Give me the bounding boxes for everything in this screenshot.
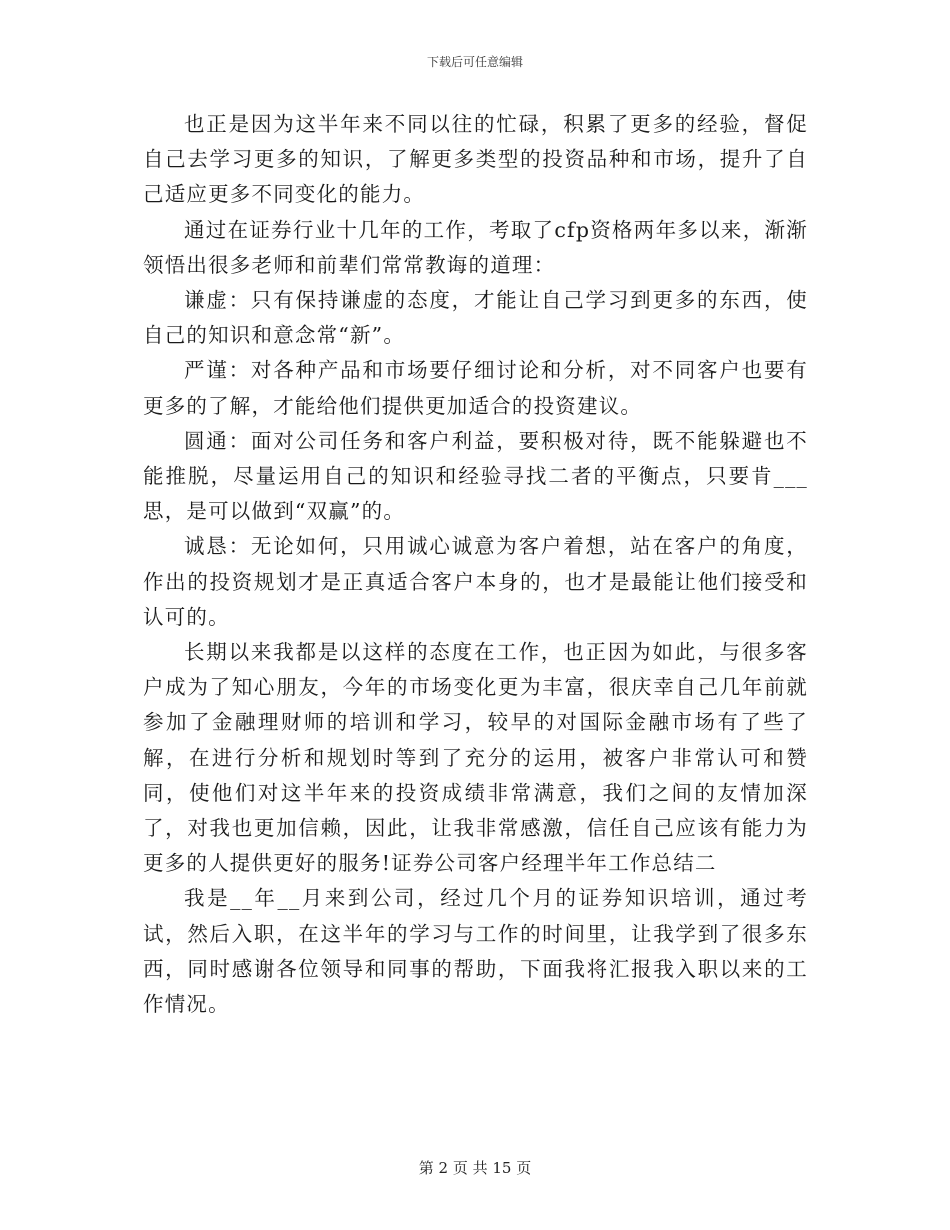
paragraph: 也正是因为这半年来不同以往的忙碌，积累了更多的经验，督促自己去学习更多的知识，了解更多类型的投资品种和市场，提升了自己适应更多不同变化的能力。 bbox=[143, 112, 808, 207]
page-number: 第 2 页 共 15 页 bbox=[418, 1159, 532, 1177]
paragraph: 长期以来我都是以这样的态度在工作，也正因为如此，与很多客户成为了知心朋友，今年的市场变化更为丰富，很庆幸自己几年前就参加了金融理财师的培训和学习，较早的对国际金融市场有了些了解，在进行分析和规划时等到了充分的运用，被客户非常认可和赞同，使他们对这半年来的投资成绩非常满意，我们之间的友情加深了，对我也更加信赖，因此，让我非常感激，信任自己应该有能力为更多的人提供更好的服务!证券公司客户经理半年工作总结二 bbox=[143, 640, 808, 876]
paragraph: 严谨：对各种产品和市场要仔细讨论和分析，对不同客户也要有更多的了解，才能给他们提供更加适合的投资建议。 bbox=[143, 358, 808, 418]
paragraph: 诚恳：无论如何，只用诚心诚意为客户着想，站在客户的角度，作出的投资规划才是正真适合客户本身的，也才是最能让他们接受和认可的。 bbox=[143, 534, 808, 629]
paragraph: 通过在证券行业十几年的工作，考取了cfp资格两年多以来，渐渐领悟出很多老师和前辈们常常教诲的道理： bbox=[143, 217, 808, 277]
document-body bbox=[143, 107, 808, 1022]
paragraph: 我是__年__月来到公司，经过几个月的证券知识培训，通过考试，然后入职，在这半年的学习与工作的时间里，让我学到了很多东西，同时感谢各位领导和同事的帮助，下面我将汇报我入职以来的工作情况。 bbox=[143, 886, 808, 1017]
page-header-note: 下载后可任意编辑 bbox=[426, 55, 523, 69]
paragraph: 谦虚：只有保持谦虚的态度，才能让自己学习到更多的东西，使自己的知识和意念常“新”。 bbox=[143, 288, 808, 348]
paragraph: 圆通：面对公司任务和客户利益，要积极对待，既不能躲避也不能推脱，尽量运用自己的知识和经验寻找二者的平衡点，只要肯___思，是可以做到“双赢”的。 bbox=[143, 428, 808, 524]
